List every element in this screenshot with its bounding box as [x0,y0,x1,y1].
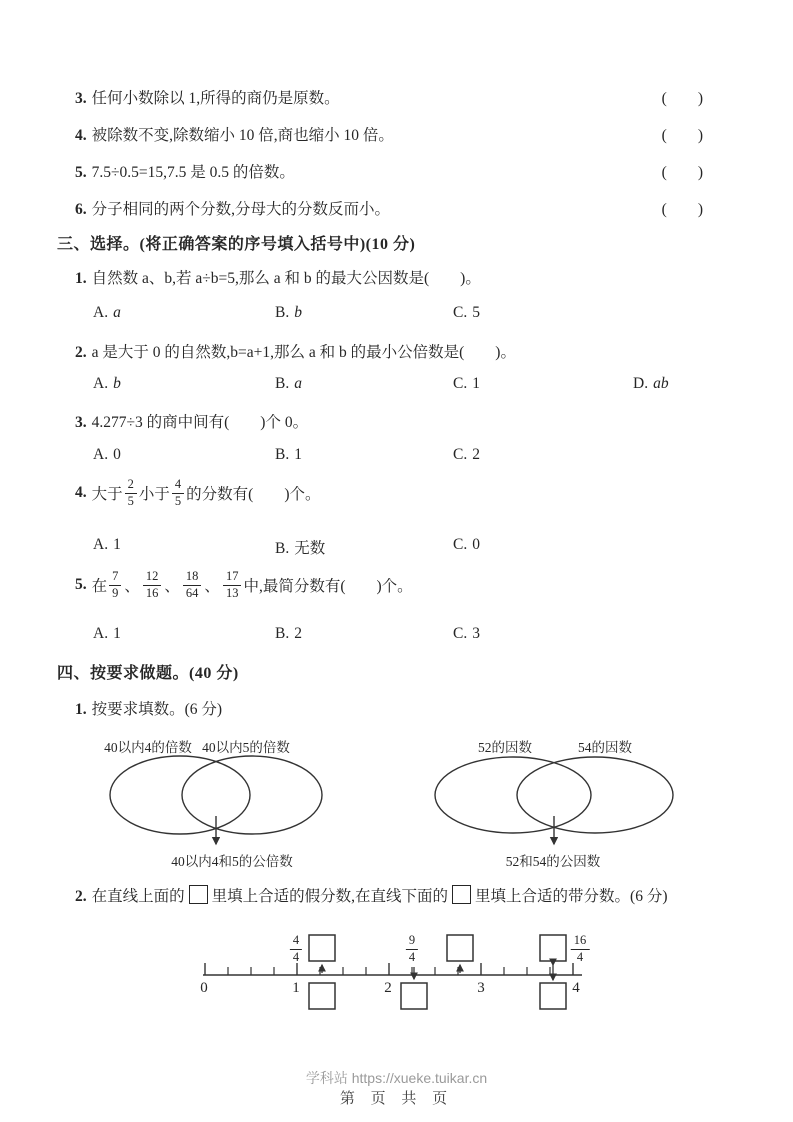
tick-label-3: 3 [477,980,485,996]
option-label: A. [93,536,109,553]
option-label: A. [93,375,109,392]
mc-q3-option-c[interactable] [453,446,480,464]
option-text: 1 [113,536,121,553]
answer-box-above-3[interactable] [540,935,566,961]
separator: 、 [204,578,220,596]
question-text: 按要求填数。(6 分) [91,701,223,718]
question-text: 里填上合适的带分数。(6 分) [475,888,668,905]
tick-label-4: 4 [572,980,580,996]
venn-left-circle-multiples-of-4[interactable] [110,756,250,834]
option-text: 3 [472,625,480,642]
question-number: 2. [75,344,87,361]
question-text: 7.5÷0.5=15,7.5 是 0.5 的倍数。 [91,164,295,181]
question-number: 1. [75,270,87,287]
venn-right-label-2: 54的因数 [578,740,632,755]
denominator: 4 [576,949,584,964]
mc-q5-option-c[interactable] [453,625,480,643]
question-number: 3. [75,90,87,107]
fraction [109,570,121,601]
tf-item-6 [75,197,703,219]
fraction [172,478,184,509]
option-label: B. [275,375,290,392]
tick-label-1: 1 [292,980,300,996]
option-label: A. [93,625,109,642]
numerator: 16 [571,934,590,950]
mc-q5-option-b[interactable] [275,625,302,643]
option-text: 5 [472,304,480,321]
numerator: 9 [406,934,418,950]
fraction [143,570,162,601]
option-text: 1 [294,446,302,463]
question-text: 中,最简分数有( )个。 [243,578,413,596]
mc-q5 [75,570,413,601]
fraction [223,570,242,601]
venn-left-circle-multiples-of-5[interactable] [182,756,322,834]
option-text: 2 [294,625,302,642]
footer-site-url: 学科站 https://xueke.tuikar.cn [305,1070,488,1086]
question-text: 大于 [91,486,123,504]
venn-right-circle-factors-of-52[interactable] [435,757,591,833]
tf-text [75,197,390,219]
question-number: 4. [75,484,87,502]
inline-answer-box[interactable] [189,885,208,904]
venn-left-label-2: 40以内5的倍数 [202,740,290,755]
tick-label-0: 0 [200,980,208,996]
option-text: b [113,375,121,392]
option-text: 无数 [294,540,326,557]
tf-text [75,160,295,182]
option-label: B. [275,446,290,463]
denominator: 5 [127,493,134,508]
question-text: 被除数不变,除数缩小 10 倍,商也缩小 10 倍。 [91,127,394,144]
denominator: 13 [225,585,239,600]
numerator: 4 [172,478,184,494]
question-number: 1. [75,701,87,718]
answer-brackets[interactable]: ( ) [661,164,703,181]
venn-right-label-1: 52的因数 [478,740,532,755]
question-text: a 是大于 0 的自然数,b=a+1,那么 a 和 b 的最小公倍数是( )。 [91,344,516,361]
mc-q2-option-a[interactable] [93,375,121,393]
question-number: 3. [75,414,87,431]
separator: 、 [124,578,140,596]
denominator: 9 [112,585,119,600]
fraction [125,478,137,509]
mc-q1-option-b[interactable] [275,304,302,322]
question-number: 6. [75,201,87,218]
option-label: B. [275,540,290,557]
venn-left-bottom-label: 40以内4和5的公倍数 [171,854,293,869]
numerator: 2 [125,478,137,494]
mc-q2-option-d[interactable] [633,375,669,393]
tick-label-2: 2 [384,980,392,996]
section-3-header: 三、选择。(将正确答案的序号填入括号中)(10 分) [57,236,416,253]
question-text: 在直线上面的 [91,888,185,905]
mc-q1 [75,266,481,288]
option-text: ab [653,375,669,392]
answer-box-below-1[interactable] [309,983,335,1009]
question-text: 任何小数除以 1,所得的商仍是原数。 [91,90,340,107]
mc-q3-option-b[interactable] [275,446,302,464]
option-text: 0 [113,446,121,463]
mc-q1-option-c[interactable] [453,304,480,322]
mc-q2-option-c[interactable] [453,375,480,393]
mc-q5-option-a[interactable] [93,625,121,643]
option-label: C. [453,304,468,321]
answer-box-above-2[interactable] [447,935,473,961]
denominator: 5 [174,493,182,508]
numberline [0,925,793,1035]
numberline-fraction-9-4 [404,931,420,965]
question-text: 里填上合适的假分数,在直线下面的 [211,888,449,905]
question-text: 的分数有( )个。 [186,486,321,504]
option-text: a [113,304,121,321]
mc-q3 [75,410,308,432]
option-label: C. [453,375,468,392]
answer-box-below-2[interactable] [401,983,427,1009]
denominator: 16 [145,585,159,600]
denominator: 4 [292,949,300,964]
question-text: 小于 [138,486,170,504]
option-label: C. [453,446,468,463]
venn-right-bottom-label: 52和54的公因数 [505,854,601,869]
option-label: C. [453,536,468,553]
venn-diagrams-svg [0,748,793,850]
answer-box-below-3[interactable] [540,983,566,1009]
denominator: 4 [408,949,416,964]
option-text: 0 [472,536,480,553]
numerator: 17 [223,570,242,586]
option-text: 1 [472,375,480,392]
mc-q1-option-a[interactable] [93,304,121,322]
mc-q2 [75,340,516,362]
question-text: 自然数 a、b,若 a÷b=5,那么 a 和 b 的最大公因数是( )。 [91,270,481,287]
venn-right-circle-factors-of-54[interactable] [517,757,673,833]
option-label: A. [93,446,109,463]
tf-text [75,86,340,108]
mc-q4-option-c[interactable] [453,536,480,554]
question-text: 在 [91,578,108,596]
question-number: 5. [75,576,87,594]
numerator: 12 [143,570,162,586]
footer-page-number: 第 页 共 页 [339,1091,454,1107]
tf-item-5 [75,160,703,182]
fraction [183,570,202,601]
question-text: 4.277÷3 的商中间有( )个 0。 [91,414,309,431]
option-text: 2 [472,446,480,463]
mc-q4 [75,478,320,509]
mc-q3-option-a[interactable] [93,446,121,464]
mc-q4-option-a[interactable] [93,536,121,554]
question-number: 4. [75,127,87,144]
numberline-fraction-4-4 [288,931,304,965]
venn-left-label-1: 40以内4的倍数 [104,740,192,755]
separator: 、 [164,578,180,596]
numerator: 18 [183,570,202,586]
option-label: B. [275,625,290,642]
sec4-item-1 [75,697,222,719]
denominator: 64 [185,585,199,600]
sec4-item-2 [75,884,667,906]
question-text: 分子相同的两个分数,分母大的分数反而小。 [91,201,391,218]
option-label: A. [93,304,109,321]
answer-brackets[interactable]: ( ) [661,127,703,144]
numberline-fraction-16-4 [569,931,592,965]
section-4-header: 四、按要求做题。(40 分) [57,665,239,682]
inline-answer-box[interactable] [452,885,471,904]
question-number: 2. [75,888,87,905]
option-label: D. [633,375,649,392]
numberline-svg [0,925,793,1035]
mc-q2-option-b[interactable] [275,375,302,393]
option-text: b [294,304,302,321]
tf-item-3 [75,86,703,108]
option-label: C. [453,625,468,642]
option-label: B. [275,304,290,321]
option-text: 1 [113,625,121,642]
numerator: 7 [109,570,121,586]
question-number: 5. [75,164,87,181]
answer-brackets[interactable]: ( ) [661,90,703,107]
tf-item-4 [75,123,703,145]
answer-box-above-1[interactable] [309,935,335,961]
mc-q4-option-b[interactable] [275,536,325,558]
option-text: a [294,375,302,392]
numerator: 4 [290,934,302,950]
answer-brackets[interactable]: ( ) [661,201,703,218]
tf-text [75,123,394,145]
